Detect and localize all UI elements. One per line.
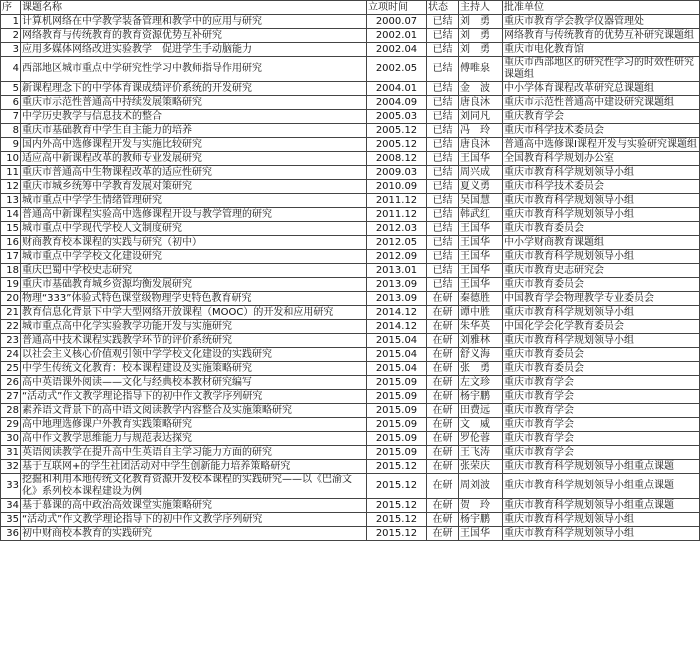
- cell-unit: 重庆市教育学会: [503, 432, 700, 446]
- cell-title: 普通高中技术课程实践教学环节的评价系统研究: [21, 334, 367, 348]
- cell-unit: 重庆市示范性普通高中建设研究课题组: [503, 96, 700, 110]
- cell-title: 高中作文教学思维能力与规范表达探究: [21, 432, 367, 446]
- cell-status: 在研: [427, 334, 459, 348]
- cell-title: 高中地理选修课户外教育实践策略研究: [21, 418, 367, 432]
- table-row: [1, 29, 700, 43]
- cell-date: 2015.12: [367, 460, 427, 474]
- cell-host: 秦德胜: [459, 292, 503, 306]
- cell-unit: 重庆市教育史志研究会: [503, 264, 700, 278]
- cell-title: 西部地区城市重点中学研究性学习中教师指导作用研究: [21, 57, 367, 82]
- cell-host: 唐良沐: [459, 138, 503, 152]
- header-title: 课题名称: [21, 1, 367, 15]
- cell-status: 已结: [427, 166, 459, 180]
- cell-unit: 全国教育科学规划办公室: [503, 152, 700, 166]
- cell-title: 普通高中新课程实验高中选修课程开设与教学管理的研究: [21, 208, 367, 222]
- cell-unit: 网络教育与传统教育的优势互补研究课题组: [503, 29, 700, 43]
- cell-host: 贺 玲: [459, 499, 503, 513]
- cell-host: 冯 玲: [459, 124, 503, 138]
- cell-title: 国内外高中选修课程开发与实施比较研究: [21, 138, 367, 152]
- cell-host: 王国华: [459, 527, 503, 541]
- cell-status: 已结: [427, 194, 459, 208]
- cell-unit: 重庆市科学技术委员会: [503, 180, 700, 194]
- cell-unit: 重庆市教育科学规划领导小组重点课题: [503, 460, 700, 474]
- cell-host: 傅唯泉: [459, 57, 503, 82]
- cell-date: 2002.05: [367, 57, 427, 82]
- cell-unit: 重庆市教育委员会: [503, 222, 700, 236]
- cell-no: 3: [1, 43, 21, 57]
- cell-title: 素养语文背景下的高中语文阅读教学内容整合及实施策略研究: [21, 404, 367, 418]
- cell-date: 2015.09: [367, 390, 427, 404]
- cell-title: 重庆市示范性普通高中持续发展策略研究: [21, 96, 367, 110]
- cell-host: 唐良沐: [459, 96, 503, 110]
- cell-no: 27: [1, 390, 21, 404]
- cell-no: 18: [1, 264, 21, 278]
- cell-title: 计算机网络在中学教学装备管理和教学中的应用与研究: [21, 15, 367, 29]
- cell-date: 2015.12: [367, 499, 427, 513]
- table-row: [1, 376, 700, 390]
- cell-title: “活动式”作文教学理论指导下的初中作文教学序列研究: [21, 513, 367, 527]
- cell-title: 重庆市城乡统筹中学教育发展对策研究: [21, 180, 367, 194]
- cell-date: 2011.12: [367, 194, 427, 208]
- cell-date: 2012.03: [367, 222, 427, 236]
- table-row: [1, 180, 700, 194]
- cell-date: 2012.05: [367, 236, 427, 250]
- cell-date: 2000.07: [367, 15, 427, 29]
- cell-status: 已结: [427, 138, 459, 152]
- cell-unit: 中小学体育课程改革研究总课题组: [503, 82, 700, 96]
- cell-unit: 重庆市西部地区的研究性学习的时效性研究课题组: [503, 57, 700, 82]
- header-row: [1, 1, 700, 15]
- table-row: [1, 138, 700, 152]
- cell-host: 舒义海: [459, 348, 503, 362]
- cell-no: 32: [1, 460, 21, 474]
- header-status: 状态: [427, 1, 459, 15]
- table-row: [1, 390, 700, 404]
- cell-status: 在研: [427, 499, 459, 513]
- cell-status: 在研: [427, 446, 459, 460]
- cell-no: 22: [1, 320, 21, 334]
- cell-date: 2013.01: [367, 264, 427, 278]
- cell-title: “活动式”作文教学理论指导下的初中作文教学序列研究: [21, 390, 367, 404]
- cell-unit: 重庆市教育委员会: [503, 348, 700, 362]
- cell-title: 重庆市基础教育城乡资源均衡发展研究: [21, 278, 367, 292]
- table-row: [1, 348, 700, 362]
- cell-unit: 普通高中选修课Ⅰ课程开发与实验研究课题组: [503, 138, 700, 152]
- cell-unit: 重庆市教育学会: [503, 376, 700, 390]
- cell-host: 王国华: [459, 278, 503, 292]
- cell-title: 新课程理念下的中学体育课成绩评价系统的开发研究: [21, 82, 367, 96]
- cell-host: 刘 勇: [459, 29, 503, 43]
- cell-host: 朱华英: [459, 320, 503, 334]
- cell-no: 11: [1, 166, 21, 180]
- cell-status: 已结: [427, 110, 459, 124]
- cell-no: 23: [1, 334, 21, 348]
- cell-title: 城市重点中学现代学校人文制度研究: [21, 222, 367, 236]
- table-row: [1, 250, 700, 264]
- cell-host: 张荣庆: [459, 460, 503, 474]
- cell-host: 杨宇鹏: [459, 513, 503, 527]
- table-row: [1, 208, 700, 222]
- cell-unit: 中国教育学会物理教学专业委员会: [503, 292, 700, 306]
- table-row: [1, 446, 700, 460]
- cell-host: 夏义勇: [459, 180, 503, 194]
- cell-status: 已结: [427, 208, 459, 222]
- table-row: [1, 499, 700, 513]
- cell-host: 刘 勇: [459, 15, 503, 29]
- cell-title: 城市重点中学学生情绪管理研究: [21, 194, 367, 208]
- cell-date: 2015.09: [367, 432, 427, 446]
- cell-unit: 重庆市科学技术委员会: [503, 124, 700, 138]
- cell-no: 30: [1, 432, 21, 446]
- table-row: [1, 362, 700, 376]
- cell-date: 2005.12: [367, 124, 427, 138]
- cell-no: 12: [1, 180, 21, 194]
- cell-date: 2015.09: [367, 376, 427, 390]
- table-row: [1, 474, 700, 499]
- cell-title: 英语阅读教学在提升高中生英语自主学习能力方面的研究: [21, 446, 367, 460]
- cell-date: 2012.09: [367, 250, 427, 264]
- cell-title: 应用多媒体网络改进实验教学 促进学生手动脑能力: [21, 43, 367, 57]
- cell-title: 物理“333”体验式特色课堂级物理学史特色教育研究: [21, 292, 367, 306]
- cell-status: 在研: [427, 432, 459, 446]
- cell-date: 2009.03: [367, 166, 427, 180]
- cell-unit: 重庆市教育学会: [503, 418, 700, 432]
- cell-date: 2008.12: [367, 152, 427, 166]
- cell-no: 24: [1, 348, 21, 362]
- table-row: [1, 527, 700, 541]
- cell-host: 王国华: [459, 152, 503, 166]
- cell-date: 2013.09: [367, 292, 427, 306]
- cell-no: 21: [1, 306, 21, 320]
- cell-host: 谭中胜: [459, 306, 503, 320]
- cell-no: 9: [1, 138, 21, 152]
- cell-host: 吴国慧: [459, 194, 503, 208]
- header-host: 主持人: [459, 1, 503, 15]
- cell-host: 左文珍: [459, 376, 503, 390]
- cell-unit: 重庆市教育科学规划领导小组: [503, 194, 700, 208]
- cell-date: 2015.09: [367, 446, 427, 460]
- cell-host: 刘同凡: [459, 110, 503, 124]
- cell-host: 罗伦蓉: [459, 432, 503, 446]
- table-row: [1, 124, 700, 138]
- cell-title: 重庆巴蜀中学校史志研究: [21, 264, 367, 278]
- cell-status: 已结: [427, 222, 459, 236]
- table-row: [1, 236, 700, 250]
- cell-no: 20: [1, 292, 21, 306]
- table-row: [1, 110, 700, 124]
- cell-date: 2005.03: [367, 110, 427, 124]
- cell-no: 36: [1, 527, 21, 541]
- header-unit: 批准单位: [503, 1, 700, 15]
- cell-title: 初中财商校本教育的实践研究: [21, 527, 367, 541]
- cell-unit: 重庆市教育学会: [503, 446, 700, 460]
- cell-no: 17: [1, 250, 21, 264]
- cell-status: 已结: [427, 264, 459, 278]
- cell-title: 基于互联网+的学生社团活动对中学生创新能力培养策略研究: [21, 460, 367, 474]
- cell-title: 以社会主义核心价值观引领中学学校文化建设的实践研究: [21, 348, 367, 362]
- cell-status: 在研: [427, 320, 459, 334]
- cell-title: 中学历史教学与信息技术的整合: [21, 110, 367, 124]
- cell-date: 2014.12: [367, 306, 427, 320]
- cell-status: 在研: [427, 292, 459, 306]
- table-row: [1, 460, 700, 474]
- cell-date: 2015.09: [367, 418, 427, 432]
- cell-no: 25: [1, 362, 21, 376]
- cell-date: 2015.04: [367, 348, 427, 362]
- table-row: [1, 194, 700, 208]
- cell-date: 2002.04: [367, 43, 427, 57]
- cell-unit: 重庆市教育学会: [503, 404, 700, 418]
- table-row: [1, 264, 700, 278]
- table-row: [1, 57, 700, 82]
- table-row: [1, 306, 700, 320]
- cell-no: 14: [1, 208, 21, 222]
- cell-date: 2010.09: [367, 180, 427, 194]
- cell-no: 4: [1, 57, 21, 82]
- cell-title: 中学生传统文化教育：校本课程建设及实施策略研究: [21, 362, 367, 376]
- cell-unit: 重庆市教育科学规划领导小组重点课题: [503, 474, 700, 499]
- cell-unit: 重庆市教育科学规划领导小组: [503, 166, 700, 180]
- cell-title: 重庆市基础教育中学生自主能力的培养: [21, 124, 367, 138]
- cell-status: 已结: [427, 43, 459, 57]
- cell-host: 刘雅林: [459, 334, 503, 348]
- cell-unit: 重庆教育学会: [503, 110, 700, 124]
- cell-status: 在研: [427, 418, 459, 432]
- cell-host: 王国华: [459, 250, 503, 264]
- table-row: [1, 166, 700, 180]
- cell-host: 文 威: [459, 418, 503, 432]
- cell-host: 王国华: [459, 264, 503, 278]
- cell-no: 28: [1, 404, 21, 418]
- cell-host: 周刘波: [459, 474, 503, 499]
- cell-unit: 重庆市教育学会教学仪器管理处: [503, 15, 700, 29]
- cell-date: 2004.09: [367, 96, 427, 110]
- cell-no: 35: [1, 513, 21, 527]
- cell-date: 2015.04: [367, 362, 427, 376]
- cell-status: 在研: [427, 362, 459, 376]
- cell-host: 杨宇鹏: [459, 390, 503, 404]
- cell-unit: 中小学财商教育课题组: [503, 236, 700, 250]
- cell-title: 挖掘和利用本地传统文化教育资源开发校本课程的实践研究——以《巴渝文化》系列校本课程建设为例: [21, 474, 367, 499]
- cell-unit: 重庆市教育委员会: [503, 362, 700, 376]
- table-row: [1, 432, 700, 446]
- cell-date: 2011.12: [367, 208, 427, 222]
- header-no: 序: [1, 1, 21, 15]
- cell-title: 基于慕课的高中政治高效课堂实施策略研究: [21, 499, 367, 513]
- table-row: [1, 320, 700, 334]
- cell-status: 已结: [427, 82, 459, 96]
- cell-no: 6: [1, 96, 21, 110]
- cell-no: 33: [1, 474, 21, 499]
- cell-status: 已结: [427, 29, 459, 43]
- cell-status: 已结: [427, 57, 459, 82]
- table-row: [1, 513, 700, 527]
- table-row: [1, 222, 700, 236]
- cell-host: 刘 勇: [459, 43, 503, 57]
- cell-no: 29: [1, 418, 21, 432]
- table-row: [1, 82, 700, 96]
- cell-no: 2: [1, 29, 21, 43]
- cell-unit: 重庆市教育科学规划领导小组: [503, 334, 700, 348]
- cell-status: 已结: [427, 96, 459, 110]
- cell-no: 1: [1, 15, 21, 29]
- cell-title: 网络教育与传统教育的教育资源优势互补研究: [21, 29, 367, 43]
- cell-title: 高中英语课外阅读——文化与经典校本教材研究编写: [21, 376, 367, 390]
- cell-no: 19: [1, 278, 21, 292]
- cell-no: 31: [1, 446, 21, 460]
- cell-host: 金 波: [459, 82, 503, 96]
- cell-host: 田费远: [459, 404, 503, 418]
- cell-date: 2002.01: [367, 29, 427, 43]
- cell-title: 教育信息化背景下中学大型网络开放课程（MOOC）的开发和应用研究: [21, 306, 367, 320]
- cell-unit: 重庆市教育科学规划领导小组: [503, 527, 700, 541]
- cell-date: 2013.09: [367, 278, 427, 292]
- cell-status: 在研: [427, 513, 459, 527]
- cell-status: 在研: [427, 404, 459, 418]
- cell-title: 重庆市普通高中生物课程改革的适应性研究: [21, 166, 367, 180]
- cell-title: 适应高中新课程改革的教师专业发展研究: [21, 152, 367, 166]
- table-row: [1, 418, 700, 432]
- table-row: [1, 334, 700, 348]
- cell-date: 2004.01: [367, 82, 427, 96]
- cell-host: 韩武红: [459, 208, 503, 222]
- cell-unit: 重庆市教育科学规划领导小组: [503, 306, 700, 320]
- cell-host: 王飞涛: [459, 446, 503, 460]
- cell-host: 王国华: [459, 222, 503, 236]
- cell-host: 张 勇: [459, 362, 503, 376]
- table-row: [1, 96, 700, 110]
- cell-host: 王国华: [459, 236, 503, 250]
- cell-title: 财商教育校本课程的实践与研究（初中）: [21, 236, 367, 250]
- cell-status: 已结: [427, 180, 459, 194]
- cell-no: 5: [1, 82, 21, 96]
- cell-no: 16: [1, 236, 21, 250]
- cell-date: 2005.12: [367, 138, 427, 152]
- cell-unit: 重庆市教育学会: [503, 390, 700, 404]
- table-row: [1, 292, 700, 306]
- table-row: [1, 15, 700, 29]
- cell-status: 在研: [427, 348, 459, 362]
- cell-status: 在研: [427, 474, 459, 499]
- cell-date: 2015.09: [367, 404, 427, 418]
- cell-unit: 重庆市教育科学规划领导小组: [503, 250, 700, 264]
- cell-status: 在研: [427, 527, 459, 541]
- cell-title: 城市重点高中化学实验教学功能开发与实施研究: [21, 320, 367, 334]
- cell-no: 13: [1, 194, 21, 208]
- header-date: 立项时间: [367, 1, 427, 15]
- table-row: [1, 278, 700, 292]
- cell-host: 周兴成: [459, 166, 503, 180]
- cell-date: 2014.12: [367, 320, 427, 334]
- cell-date: 2015.12: [367, 474, 427, 499]
- cell-unit: 重庆市教育委员会: [503, 278, 700, 292]
- table-row: [1, 43, 700, 57]
- cell-date: 2015.12: [367, 513, 427, 527]
- cell-status: 已结: [427, 124, 459, 138]
- cell-no: 15: [1, 222, 21, 236]
- cell-status: 已结: [427, 250, 459, 264]
- cell-date: 2015.12: [367, 527, 427, 541]
- cell-no: 7: [1, 110, 21, 124]
- cell-unit: 中国化学会化学教育委员会: [503, 320, 700, 334]
- table-row: [1, 152, 700, 166]
- cell-no: 26: [1, 376, 21, 390]
- table-row: [1, 404, 700, 418]
- cell-status: 在研: [427, 376, 459, 390]
- cell-date: 2015.04: [367, 334, 427, 348]
- cell-unit: 重庆市教育科学规划领导小组: [503, 513, 700, 527]
- cell-no: 10: [1, 152, 21, 166]
- cell-title: 城市重点中学学校文化建设研究: [21, 250, 367, 264]
- cell-status: 已结: [427, 278, 459, 292]
- cell-unit: 重庆市教育科学规划领导小组重点课题: [503, 499, 700, 513]
- cell-status: 已结: [427, 152, 459, 166]
- cell-unit: 重庆市教育科学规划领导小组: [503, 208, 700, 222]
- cell-no: 34: [1, 499, 21, 513]
- cell-status: 在研: [427, 460, 459, 474]
- cell-unit: 重庆市电化教育馆: [503, 43, 700, 57]
- cell-status: 已结: [427, 15, 459, 29]
- cell-status: 在研: [427, 306, 459, 320]
- cell-status: 在研: [427, 390, 459, 404]
- cell-status: 已结: [427, 236, 459, 250]
- cell-no: 8: [1, 124, 21, 138]
